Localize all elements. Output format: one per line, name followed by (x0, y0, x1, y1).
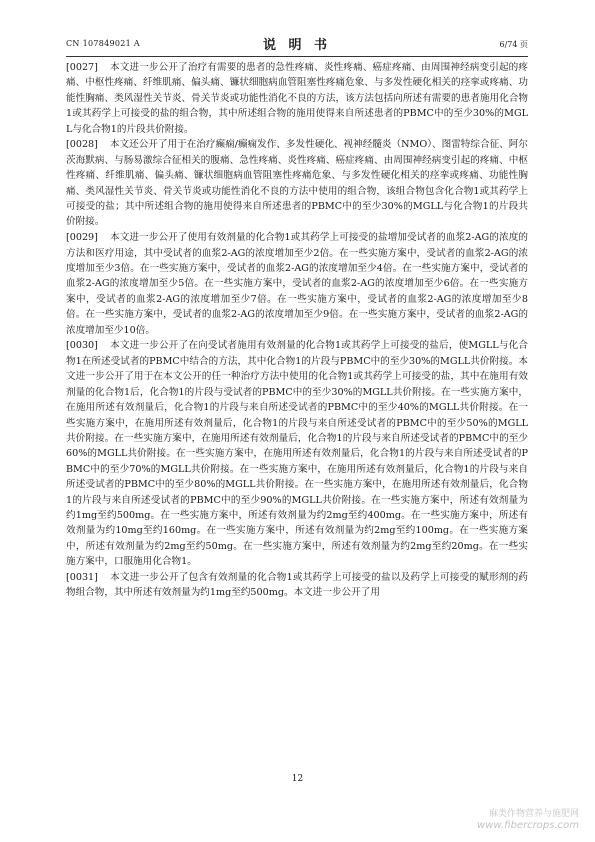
document-title: 说 明 书 (262, 38, 332, 53)
watermark-site-name: 麻类作物营养与施肥网 (488, 809, 579, 819)
page-header (66, 34, 528, 54)
paragraph-number: [0030] (66, 340, 98, 352)
header-rule (66, 56, 528, 57)
paragraph-text: 本文进一步公开了在向受试者施用有效剂量的化合物1或其药学上可接受的盐后，使MGLL与化合物1在所述受试者的PBMC中结合的方法，其中化合物1的片段与PBMC中的至少30%的MGLL共价附接。本文进一步公开了用于在本文公开的任一种治疗方法中使用的化合物1或其药学上可接受的盐，其中在施用有效剂量的化合物1后，化合物1的片段与受试者的PBMC中的至少30%的MGLL共价附接。在一些实施方案中，在施用所述有效剂量后，化合物1的片段与来自所述受试者的PBMC中的至少40%的MGLL共价附接。在一些实施方案中，在施用所述有效剂量后，化合物1的片段与来自所述受试者的PBMC中的至少50%的MGLL共价附接。在一些实施方案中，在施用所述有效剂量后，化合物1的片段与来自所述受试者的PBMC中的至少60%的MGLL共价附接。在一些实施方案中，在施用所述有效剂量后，化合物1的片段与来自所述受试者的PBMC中的至少70%的MGLL共价附接。在一些实施方案中，在施用所述有效剂量后，化合物1的片段与来自所述受试者的PBMC中的至少80%的MGLL共价附接。在一些实施方案中，在施用所述有效剂量后，化合物1的片段与来自所述受试者的PBMC中的至少90%的MGLL共价附接。在一些实施方案中，所述有效剂量为约1mg至约500mg。在一些实施方案中，所述有效剂量为约2mg至约400mg。在一些实施方案中，所述有效剂量为约10mg至约160mg。在一些实施方案中，所述有效剂量为约2mg至约100mg。在一些实施方案中，所述有效剂量为约2mg至约50mg。在一些实施方案中，所述有效剂量为约2mg至约20mg。在一些实施方案中，口服施用化合物1。 (66, 340, 528, 568)
paragraph-0030 (66, 338, 528, 569)
paragraph-number: [0028] (66, 139, 98, 151)
paragraph-text: 本文进一步公开了使用有效剂量的化合物1或其药学上可接受的盐增加受试者的血浆2-AG的浓度的方法和医疗用途，其中受试者的血浆2-AG的浓度增加至少2倍。在一些实施方案中，受试者的血浆2-AG的浓度增加至少3倍。在一些实施方案中，受试者的血浆2-AG的浓度增加至少4倍。在一些实施方案中，受试者的血浆2-AG的浓度增加至少5倍。在一些实施方案中，受试者的血浆2-AG的浓度增加至少6倍。在一些实施方案中，受试者的血浆2-AG的浓度增加至少7倍。在一些实施方案中，受试者的血浆2-AG的浓度增加至少8倍。在一些实施方案中，受试者的血浆2-AG的浓度增加至少9倍。在一些实施方案中，受试者的血浆2-AG的浓度增加至少10倍。 (66, 232, 528, 336)
paragraph-0027 (66, 60, 528, 137)
site-watermark (477, 808, 579, 832)
paragraph-0028 (66, 137, 528, 229)
paragraph-0031 (66, 570, 528, 601)
page-count: 6/74 页 (499, 40, 528, 49)
paragraph-number: [0027] (66, 62, 98, 73)
paragraph-text: 本文还公开了用于在治疗癫痫/癫痫发作、多发性硬化、视神经髓炎（NMO）、图雷特综合征、阿尔茨海默病、与肠易激综合征相关的腹痛、急性疼痛、炎性疼痛、癌症疼痛、由周围神经病变引起的疼痛、中枢性疼痛、纤维肌痛、偏头痛、镰状细胞病血管阻塞性疼痛危象、与多发性硬化相关的痉挛或疼痛、功能性胸痛、类风湿性关节炎、骨关节炎或功能性消化不良的方法中使用的组合物，该组合物包含化合物1或其药学上可接受的盐；其中所述组合物的施用使得来自所述患者的PBMC中的至少30%的MGLL与化合物1的片段共价附接。 (66, 139, 528, 228)
paragraph-text: 本文进一步公开了包含有效剂量的化合物1或其药学上可接受的盐以及药学上可接受的赋形剂的药物组合物，其中所述有效剂量为约1mg至约500mg。本文进一步公开了用 (66, 571, 528, 599)
page-number: 12 (291, 774, 304, 784)
paragraph-0029 (66, 230, 528, 338)
paragraph-text: 本文进一步公开了治疗有需要的患者的急性疼痛、炎性疼痛、癌症疼痛、由周围神经病变引起的疼痛、中枢性疼痛、纤维肌痛、偏头痛、镰状细胞病血管阻塞性疼痛危象、与多发性硬化相关的痉挛或疼痛、功能性胸痛、类风湿性关节炎、骨关节炎或功能性消化不良的方法，该方法包括向所述有需要的患者施用化合物1或其药学上可接受的盐的组合物，其中所述组合物的施用使得来自所述患者的PBMC中的至少30%的MGLL与化合物1的片段共价附接。 (66, 62, 528, 135)
patent-number: CN 107849021 A (66, 39, 140, 48)
paragraph-number: [0029] (66, 232, 98, 244)
paragraph-number: [0031] (66, 571, 98, 583)
watermark-url: www.fibercrops.com (477, 820, 579, 831)
document-body (66, 60, 528, 601)
